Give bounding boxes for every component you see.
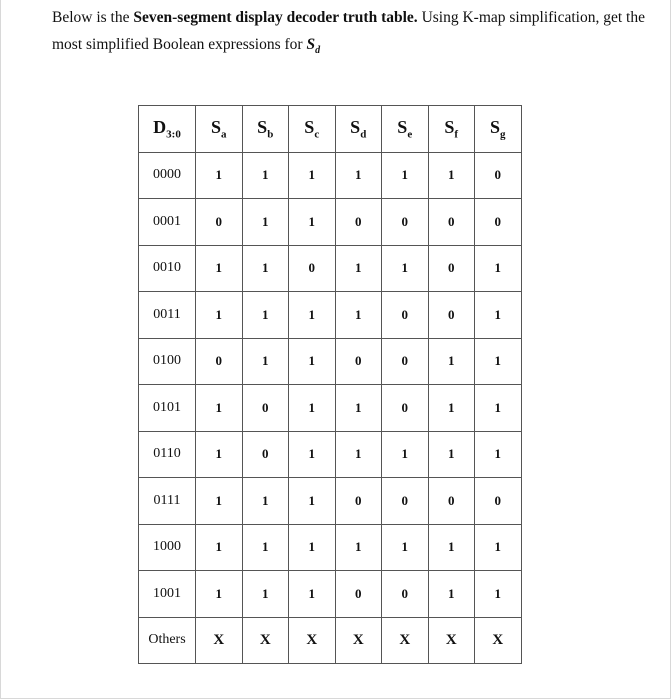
- table-row: [139, 338, 522, 385]
- column-header-s-c: $S_c$: [289, 106, 336, 153]
- output-value-cell: 0: [382, 199, 429, 246]
- input-code-cell: 0100: [139, 338, 196, 385]
- input-code-cell: 0001: [139, 199, 196, 246]
- output-value-cell: 1: [382, 431, 429, 478]
- output-value-cell: 0: [335, 338, 382, 385]
- input-code-cell: 1000: [139, 524, 196, 571]
- output-value-cell: 1: [242, 199, 289, 246]
- column-header-s-f: $S_f$: [428, 106, 475, 153]
- output-value-cell: 0: [289, 245, 336, 292]
- input-code-cell: 0010: [139, 245, 196, 292]
- output-value-cell: 1: [242, 245, 289, 292]
- input-code-cell: 1001: [139, 571, 196, 618]
- output-value-cell: 0: [428, 478, 475, 525]
- table-row: [139, 524, 522, 571]
- output-value-cell: 1: [475, 338, 522, 385]
- table-row: [139, 571, 522, 618]
- output-value-cell: 0: [475, 478, 522, 525]
- output-value-cell: X: [382, 617, 429, 664]
- input-code-cell: 0110: [139, 431, 196, 478]
- output-value-cell: 1: [196, 292, 243, 339]
- output-value-cell: 1: [242, 338, 289, 385]
- output-value-cell: 0: [428, 245, 475, 292]
- output-value-cell: 1: [475, 571, 522, 618]
- output-value-cell: X: [335, 617, 382, 664]
- output-value-cell: X: [196, 617, 243, 664]
- output-value-cell: 0: [475, 199, 522, 246]
- output-value-cell: 0: [196, 199, 243, 246]
- output-value-cell: 1: [428, 524, 475, 571]
- output-value-cell: 1: [475, 292, 522, 339]
- output-value-cell: 1: [196, 385, 243, 432]
- column-header-s-d: $S_d$: [335, 106, 382, 153]
- table-row: [139, 431, 522, 478]
- output-value-cell: 0: [382, 292, 429, 339]
- output-value-cell: 1: [335, 245, 382, 292]
- output-value-cell: 1: [242, 152, 289, 199]
- output-value-cell: 1: [475, 431, 522, 478]
- output-value-cell: 0: [335, 478, 382, 525]
- output-value-cell: 1: [289, 152, 336, 199]
- column-header-s-b: $S_b$: [242, 106, 289, 153]
- output-value-cell: 1: [335, 385, 382, 432]
- output-value-cell: 0: [428, 199, 475, 246]
- output-value-cell: 1: [475, 385, 522, 432]
- output-value-cell: 1: [242, 571, 289, 618]
- truth-table-header: [139, 106, 522, 153]
- output-value-cell: 1: [335, 292, 382, 339]
- column-header-s-e: $S_e$: [382, 106, 429, 153]
- table-row: [139, 292, 522, 339]
- output-value-cell: 1: [289, 524, 336, 571]
- output-value-cell: 1: [196, 245, 243, 292]
- output-value-cell: 0: [196, 338, 243, 385]
- output-value-cell: 1: [382, 245, 429, 292]
- output-value-cell: 1: [382, 524, 429, 571]
- output-value-cell: 1: [289, 385, 336, 432]
- input-code-cell: 0000: [139, 152, 196, 199]
- input-code-cell: 0101: [139, 385, 196, 432]
- output-value-cell: 1: [196, 478, 243, 525]
- table-row: [139, 617, 522, 664]
- output-value-cell: 1: [289, 571, 336, 618]
- output-value-cell: 0: [428, 292, 475, 339]
- output-value-cell: 1: [196, 571, 243, 618]
- output-value-cell: 1: [335, 431, 382, 478]
- output-value-cell: 1: [289, 199, 336, 246]
- question-prompt: [52, 4, 652, 64]
- input-code-cell: 0111: [139, 478, 196, 525]
- output-value-cell: X: [242, 617, 289, 664]
- output-value-cell: 1: [428, 338, 475, 385]
- output-value-cell: 1: [289, 338, 336, 385]
- output-value-cell: 0: [242, 385, 289, 432]
- output-value-cell: X: [289, 617, 336, 664]
- output-value-cell: 1: [428, 571, 475, 618]
- output-value-cell: 1: [475, 245, 522, 292]
- output-value-cell: 1: [196, 431, 243, 478]
- target-output-symbol: $S_d$: [306, 36, 321, 57]
- output-value-cell: 0: [475, 152, 522, 199]
- output-value-cell: 1: [289, 478, 336, 525]
- table-row: [139, 152, 522, 199]
- column-header-s-g: $S_g$: [475, 106, 522, 153]
- output-value-cell: 0: [382, 385, 429, 432]
- input-code-cell: Others: [139, 617, 196, 664]
- output-value-cell: 1: [428, 385, 475, 432]
- output-value-cell: 1: [335, 152, 382, 199]
- column-header-s-a: $S_a$: [196, 106, 243, 153]
- prompt-instruction: Using K-map simplification, get the most simplified Boolean expressions for: [52, 9, 645, 53]
- output-value-cell: 1: [428, 431, 475, 478]
- table-row: [139, 199, 522, 246]
- output-value-cell: 0: [382, 478, 429, 525]
- output-value-cell: 1: [428, 152, 475, 199]
- output-value-cell: 1: [475, 524, 522, 571]
- table-row: [139, 478, 522, 525]
- output-value-cell: 1: [242, 292, 289, 339]
- output-value-cell: 1: [242, 524, 289, 571]
- column-header-d-3-0: $D_{3:0}$: [139, 106, 196, 153]
- table-row: [139, 385, 522, 432]
- output-value-cell: 1: [196, 152, 243, 199]
- output-value-cell: 0: [242, 431, 289, 478]
- output-value-cell: 0: [382, 571, 429, 618]
- output-value-cell: 1: [242, 478, 289, 525]
- output-value-cell: 1: [289, 431, 336, 478]
- output-value-cell: 1: [382, 152, 429, 199]
- output-value-cell: 1: [289, 292, 336, 339]
- output-value-cell: 1: [196, 524, 243, 571]
- truth-table: [138, 105, 522, 664]
- prompt-intro: Below is the: [52, 9, 134, 26]
- prompt-bold-title: Seven-segment display decoder truth table.: [133, 9, 418, 26]
- output-value-cell: 1: [335, 524, 382, 571]
- output-value-cell: 0: [335, 199, 382, 246]
- output-value-cell: X: [428, 617, 475, 664]
- output-value-cell: X: [475, 617, 522, 664]
- output-value-cell: 0: [382, 338, 429, 385]
- table-row: [139, 245, 522, 292]
- output-value-cell: 0: [335, 571, 382, 618]
- input-code-cell: 0011: [139, 292, 196, 339]
